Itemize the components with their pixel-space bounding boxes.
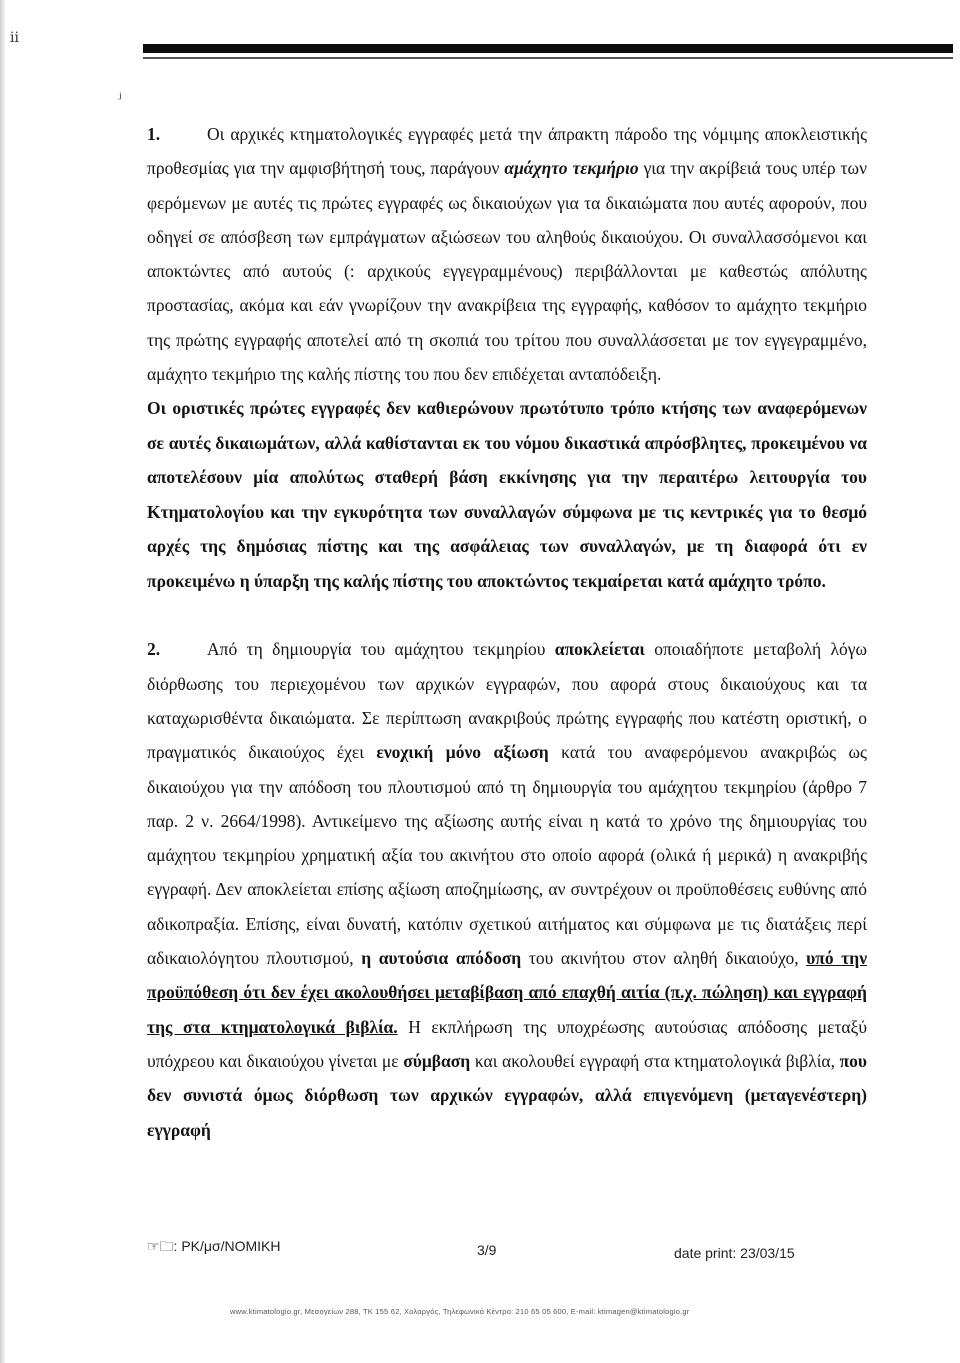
text: για την ακρίβειά τους υπέρ των φερόμενων με αυτές τις πρώτες εγγραφές ως δικαιούχων για τα δικαιώματα που αυτές αφορούν, που οδηγεί σε απόσβεση των εμπράγματων αξιώσεων του αληθούς δικαιούχου. Οι συναλλασσόμενοι και αποκτώντες από αυτούς (: αρχικούς εγγεγραμμένους) περιβάλλονται με καθεστώς απόλυτης προστασίας, ακόμα και εάν γνωρίζουν την ανακρίβεια της εγγραφής, καθόσον το αμάχητο τεκμήριο της πρώτης εγγραφής αποτελεί από τη σκοπιά του τρίτου που συναλλάσσεται με τον εγγεγραμμένο, αμάχητο τεκμήριο της καλής πίστης του που δεν επιδέχεται ανταπόδειξη. (147, 158, 867, 385)
bold-text: αποκλείεται (554, 639, 645, 660)
bold-text: η αυτούσια απόδοση (361, 948, 522, 969)
text: και ακολουθεί εγγραφή στα κτηματολογικά βιβλία, (470, 1050, 840, 1071)
paragraph-1-bold: Οι οριστικές πρώτες εγγραφές δεν καθιερώνουν πρωτότυπο τρόπο κτήσης των αναφερόμενων σε αυτές δικαιωμάτων, αλλά καθίστανται εκ του νόμου δικαστικά απρόσβλητες, προκειμένου να αποτελέσουν μία απολύτως σταθερή βάση εκκίνησης για την περαιτέρω λειτουργία του Κτηματολογίου και την εγκυρότητα των συναλλαγών σύμφωνα με τις κεντρικές για το θεσμό αρχές της δημόσιας πίστης και της ασφάλειας των συναλλαγών, με τη διαφορά ότι εν προκειμένω η ύπαρξη της καλής πίστης του αποκτώντος τεκμαίρεται κατά αμάχητο τρόπο. (147, 398, 867, 591)
scan-left-edge (0, 0, 6, 1363)
scan-mark: ⱼ (118, 87, 122, 102)
bold-text: σύμβαση (403, 1050, 471, 1071)
bold-text: ενοχική μόνο αξίωση (376, 742, 549, 763)
text: Οι αρχικές κτηματολογικές εγγραφές μετά την άπρακτη πάροδο της νόμιμης αποκλειστικής προθεσμίας για την αμφισβήτησή τους, παράγουν (147, 124, 867, 179)
paragraph-number: 2. (147, 639, 161, 660)
document-reference: ☞🗀: ΡΚ/μσ/ΝΟΜΙΚΗ (147, 1238, 281, 1254)
paragraph-number: 1. (147, 124, 161, 144)
page-footer (147, 1236, 867, 1276)
document-body (147, 117, 867, 1147)
emphasis-text: αμάχητο τεκμήριο (504, 158, 639, 179)
bold-text: που δεν συνιστά όμως διόρθωση των αρχικών εγγραφών, αλλά επιγενόμενη (μεταγενέστερη) εγγραφή (147, 1050, 868, 1140)
page-number: 3/9 (477, 1242, 497, 1258)
paragraph-1 (147, 117, 867, 391)
header-rule (143, 44, 953, 53)
text: Η εκπλήρωση της υποχρέωσης αυτούσιας απόδοσης μεταξύ υπόχρεου και δικαιούχου γίνεται με (147, 1016, 868, 1071)
scan-mark: ⅱ (10, 31, 19, 46)
header-rule-thin (143, 57, 953, 59)
paragraph-2 (147, 632, 867, 1146)
text: του ακινήτου στον αληθή δικαιούχο, (521, 948, 807, 969)
contact-line: www.ktimatologio.gr, Μεσογείων 288, ΤΚ 155 62, Χολαργός, Τηλεφωνικό Κέντρο: 210 65 05 600, E-mail: ktimagen@ktimatologio.gr (230, 1307, 690, 1316)
text: Από τη δημιουργία του αμάχητου τεκμηρίου (207, 639, 555, 660)
underlined-text: υπό την προϋπόθεση ότι δεν έχει ακολουθήσει μεταβίβαση από επαχθή αιτία (π.χ. πώληση) και εγγραφή της στα κτηματολογικά βιβλία. (147, 948, 868, 1037)
print-date: date print: 23/03/15 (674, 1245, 795, 1261)
text: οποιαδήποτε μεταβολή λόγω διόρθωσης του περιεχομένου των αρχικών εγγραφών, που αφορά στους δικαιούχους και τα καταχωρισθέντα δικαιώματα. Σε περίπτωση ανακριβούς πρώτης εγγραφής που κατέστη οριστική, ο πραγματικός δικαιούχος έχει (147, 639, 867, 763)
text: κατά του αναφερόμενου ανακριβώς ως δικαιούχου για την απόδοση του πλουτισμού από τη δημιουργία του αμάχητου τεκμηρίου (άρθρο 7 παρ. 2 ν. 2664/1998). Αντικείμενο της αξίωσης αυτής είναι η κατά το χρόνο της δημιουργίας του αμάχητου τεκμηρίου χρηματική αξία του ακινήτου στο οποίο αφορά (ολικά ή μερικά) η ανακριβής εγγραφή. Δεν αποκλείεται επίσης αξίωση αποζημίωσης, αν συντρέχουν οι προϋποθέσεις ευθύνης από αδικοπραξία. Επίσης, είναι δυνατή, κατόπιν σχετικού αιτήματος και σύμφωνα με τις διατάξεις περί αδικαιολόγητου πλουτισμού, (147, 742, 867, 969)
